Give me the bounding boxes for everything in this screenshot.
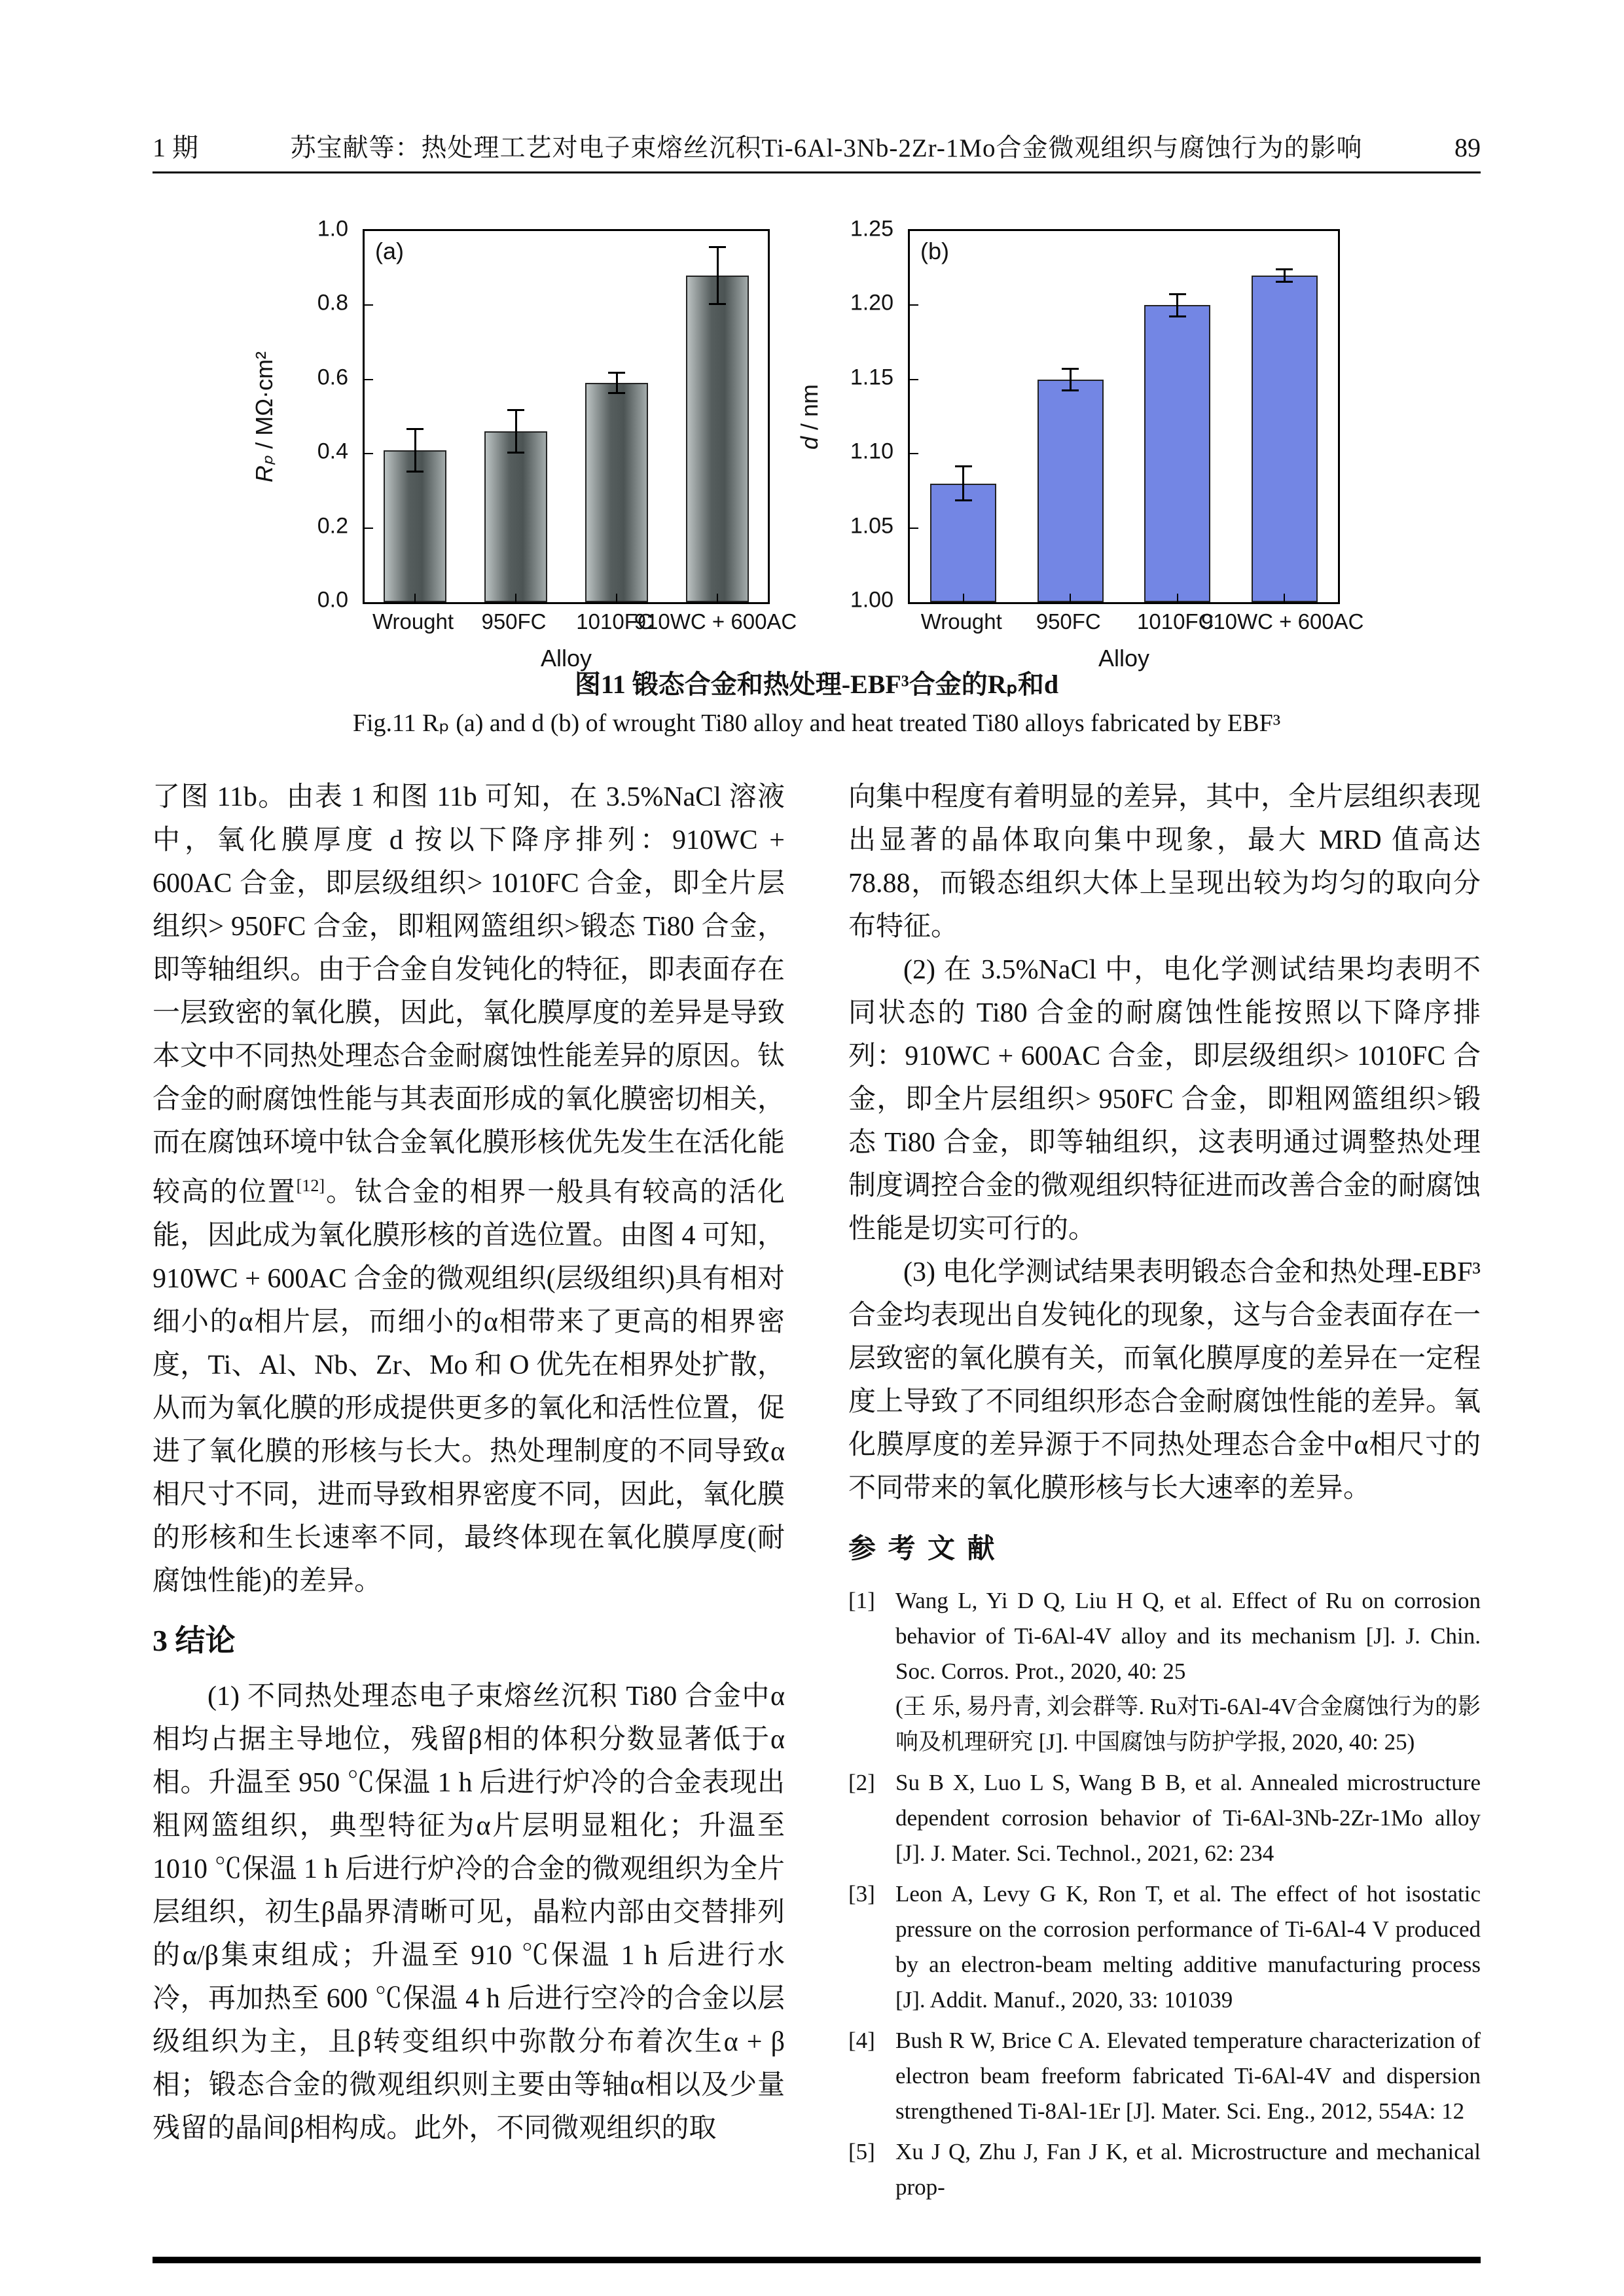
x-axis-label: Alloy — [1098, 645, 1150, 672]
y-axis-ticks — [289, 216, 355, 613]
error-bar — [717, 246, 719, 306]
reference-text: Leon A, Levy G K, Ron T, et al. The effect of hot isostatic pressure on the corrosion performance of Ti-6Al-4 V produced by an electron-beam melting additive manufacturing process [J]. Addit. Manuf., 2020, 33: 101039 — [895, 1881, 1481, 2013]
error-bar — [515, 409, 517, 454]
bar — [1038, 380, 1104, 602]
y-axis-label — [251, 351, 278, 482]
chart-panel-b — [796, 216, 1364, 672]
tick-mark — [365, 379, 373, 380]
bar — [1252, 276, 1318, 602]
tick-mark — [963, 594, 964, 602]
x-axis-label: Alloy — [540, 645, 592, 672]
bar — [384, 450, 446, 602]
error-bar-cap — [507, 452, 524, 454]
error-bar-cap — [709, 303, 726, 305]
references-heading: 参 考 文 献 — [848, 1534, 998, 1564]
chart-panel-a — [251, 216, 797, 672]
error-bar — [414, 428, 416, 473]
x-axis-ticks — [363, 609, 797, 638]
reference-text: Bush R W, Brice C A. Elevated temperature characterization of electron beam freeform fabricated Ti-6Al-4V and dispersion strengthened Ti-8Al-1Er [J]. Mater. Sci. Eng., 2012, 554A: 12 — [895, 2028, 1481, 2124]
bar — [1144, 305, 1210, 602]
tick-mark — [717, 594, 718, 602]
error-bar-cap — [608, 372, 625, 374]
y-tick-label: 1.00 — [850, 587, 893, 613]
x-tick-label: Wrought — [372, 609, 454, 634]
section-heading: 3 结论 — [153, 1624, 236, 1657]
bar — [930, 484, 996, 602]
y-tick-label: 1.0 — [317, 216, 348, 242]
page-number: 89 — [1454, 133, 1481, 162]
y-tick-label: 1.20 — [850, 290, 893, 315]
tick-mark — [1284, 594, 1285, 602]
error-bar-cap — [1062, 389, 1079, 391]
x-tick-label: 950FC — [481, 609, 547, 634]
reference-number: [2] — [848, 1770, 875, 1795]
tick-mark — [365, 304, 373, 306]
x-tick-label: 910WC + 600AC — [634, 609, 797, 634]
issue-label: 1 期 — [153, 133, 198, 162]
reference-item — [848, 1765, 1481, 1871]
panel-label: (b) — [920, 238, 949, 264]
error-bar-cap — [955, 465, 972, 467]
bar — [585, 383, 647, 602]
y-tick-label: 0.8 — [317, 290, 348, 315]
reference-item — [848, 1876, 1481, 2018]
y-axis-label — [796, 384, 823, 449]
y-tick-label: 1.05 — [850, 513, 893, 539]
reference-list — [848, 1583, 1481, 2205]
x-tick-label: 950FC — [1036, 609, 1101, 634]
y-tick-label: 1.10 — [850, 439, 893, 464]
tick-mark — [910, 379, 918, 380]
reference-item — [848, 2023, 1481, 2129]
tick-mark — [365, 528, 373, 529]
y-axis-unit: / nm — [796, 384, 823, 437]
paragraph: (2) 在 3.5%NaCl 中，电化学测试结果均表明不同状态的 Ti80 合金的耐腐蚀性能按照以下降序排列：910WC + 600AC 合金，即层级组织> 1010FC 合金，即全片层组织> 950FC 合金，即粗网篮组织>锻态 Ti80 合金，即等轴组织，这表明通过调整热处理制度调控合金的微观组织特征进而改善合金的耐腐蚀性能是切实可行的。 — [848, 955, 1481, 1244]
error-bar-cap — [1169, 315, 1186, 317]
y-tick-label: 1.15 — [850, 365, 893, 390]
paragraph: 了图 11b。由表 1 和图 11b 可知，在 3.5%NaCl 溶液中，氧化膜厚度 d 按以下降序排列：910WC + 600AC 合金，即层级组织> 1010FC 合金，即全片层组织> 950FC 合金，即粗网篮组织>锻态 Ti80 合金，即等轴组织。由于合金自发钝化的特征，即表面存在一层致密的氧化膜，因此，氧化膜厚度的差异是导致本文中不同热处理态合金耐腐蚀性能差异的原因。钛合金的耐腐蚀性能与其表面形成的氧化膜密切相关，而在腐蚀环境中钛合金氧化膜形核优先发生在活化能较高的位置[12]。钛合金的相界一般具有较高的活化能，因此成为氧化膜形核的首选位置。由图 4 可知，910WC + 600AC 合金的微观组织(层级组织)具有相对细小的α相片层，而细小的α相带来了更高的相界密度，Ti、Al、Nb、Zr、Mo 和 O 优先在相界处扩散，从而为氧化膜的形成提供更多的氧化和活性位置，促进了氧化膜的形核与长大。热处理制度的不同导致α相尺寸不同，进而导致相界密度不同，因此，氧化膜的形核和生长速率不同，最终体现在氧化膜厚度(耐腐蚀性能)的差异。 — [153, 782, 785, 1596]
reference-number: [3] — [848, 1881, 875, 1907]
error-bar — [962, 465, 964, 501]
x-tick-label: 1010FC — [576, 609, 653, 634]
panel-label: (a) — [375, 238, 404, 264]
figure-caption-en: Fig.11 Rₚ (a) and d (b) of wrought Ti80 alloy and heat treated Ti80 alloys fabricated by EBF³ — [352, 709, 1281, 737]
error-bar-cap — [1062, 368, 1079, 370]
right-column — [848, 776, 1481, 2251]
page-header — [153, 127, 1481, 164]
error-bar-cap — [955, 499, 972, 501]
bar — [484, 431, 547, 602]
left-column — [153, 776, 785, 2251]
reference-item — [848, 2134, 1481, 2205]
tick-mark — [1070, 594, 1071, 602]
plot-area — [908, 229, 1340, 604]
paragraph: (3) 电化学测试结果表明锻态合金和热处理-EBF³合金均表现出自发钝化的现象，这与合金表面存在一层致密的氧化膜有关，而氧化膜厚度的差异在一定程度上导致了不同组织形态合金耐腐蚀性能的差异。氧化膜厚度的差异源于不同热处理态合金中α相尺寸的不同带来的氧化膜形核与长大速率的差异。 — [848, 1257, 1481, 1503]
error-bar — [1070, 368, 1072, 391]
footer-rule — [153, 2257, 1481, 2263]
y-axis-variable: Rₚ — [251, 455, 278, 482]
error-bar — [1176, 293, 1178, 317]
reference-text: Su B X, Luo L S, Wang B B, et al. Annealed microstructure dependent corrosion behavior of Ti-6Al-3Nb-2Zr-1Mo alloy [J]. J. Mater. Sci. Technol., 2021, 62: 234 — [895, 1770, 1481, 1866]
error-bar-cap — [406, 471, 424, 473]
error-bar-cap — [1169, 293, 1186, 295]
bar — [686, 276, 748, 602]
tick-mark — [616, 594, 617, 602]
reference-number: [5] — [848, 2139, 875, 2164]
tick-mark — [365, 453, 373, 454]
y-tick-label: 0.0 — [317, 587, 348, 613]
tick-mark — [515, 594, 516, 602]
error-bar — [616, 372, 618, 394]
paragraph: 向集中程度有着明显的差异，其中，全片层组织表现出显著的晶体取向集中现象，最大 MRD 值高达 78.88，而锻态组织大体上呈现出较为均匀的取向分布特征。 — [848, 782, 1481, 942]
paragraph: (1) 不同热处理态电子束熔丝沉积 Ti80 合金中α相均占据主导地位，残留β相的体积分数显著低于α相。升温至 950 ℃保温 1 h 后进行炉冷的合金表现出粗网篮组织，典型特征为α片层明显粗化；升温至 1010 ℃保温 1 h 后进行炉冷的合金的微观组织为全片层组织，初生β晶界清晰可见，晶粒内部由交替排列的α/β集束组成；升温至 910 ℃保温 1 h 后进行水冷，再加热至 600 ℃保温 4 h 后进行空冷的合金以层级组织为主，且β转变组织中弥散分布着次生α + β相；锻态合金的微观组织则主要由等轴α相以及少量残留的晶间β相构成。此外，不同微观组织的取 — [153, 1681, 785, 2144]
tick-mark — [1177, 594, 1178, 602]
reference-item — [848, 1583, 1481, 1760]
figure-caption-zh: 图11 锻态合金和热处理-EBF³合金的Rₚ和d — [574, 670, 1059, 699]
y-tick-label: 1.25 — [850, 216, 893, 242]
figure-area — [153, 216, 1481, 672]
y-tick-label: 0.2 — [317, 513, 348, 539]
y-axis-variable: d — [796, 436, 823, 450]
error-bar-cap — [507, 409, 524, 411]
x-tick-label: Wrought — [920, 609, 1002, 634]
tick-mark — [414, 594, 416, 602]
y-tick-label: 0.4 — [317, 439, 348, 464]
tick-mark — [910, 453, 918, 454]
reference-number: [4] — [848, 2028, 875, 2053]
error-bar-cap — [1276, 281, 1293, 283]
error-bar-cap — [709, 246, 726, 248]
reference-number: [1] — [848, 1588, 875, 1613]
x-tick-label: 1010FC — [1137, 609, 1214, 634]
x-axis-ticks — [908, 609, 1364, 638]
header-rule — [153, 171, 1481, 173]
y-tick-label: 0.6 — [317, 365, 348, 390]
y-axis-unit: / MΩ·cm² — [251, 351, 278, 456]
y-axis-ticks — [835, 216, 900, 613]
reference-text: Xu J Q, Zhu J, Fan J K, et al. Microstructure and mechanical prop- — [895, 2139, 1481, 2200]
plot-area — [363, 229, 770, 604]
error-bar-cap — [608, 392, 625, 394]
running-title: 苏宝献等：热处理工艺对电子束熔丝沉积Ti-6Al-3Nb-2Zr-1Mo合金微观组织与腐蚀行为的影响 — [290, 134, 1363, 162]
x-tick-label: 910WC + 600AC — [1200, 609, 1364, 634]
reference-text: Wang L, Yi D Q, Liu H Q, et al. Effect of Ru on corrosion behavior of Ti-6Al-4V alloy and its mechanism [J]. J. Chin. Soc. Corros. Prot., 2020, 40: 25 (王 乐, 易丹青, 刘会群等. Ru对Ti-6Al-4V合金腐蚀行为的影响及机理研究 [J]. 中国腐蚀与防护学报, 2020, 40: 25) — [895, 1588, 1481, 1755]
tick-mark — [910, 528, 918, 529]
tick-mark — [910, 304, 918, 306]
error-bar-cap — [406, 428, 424, 430]
error-bar-cap — [1276, 268, 1293, 270]
